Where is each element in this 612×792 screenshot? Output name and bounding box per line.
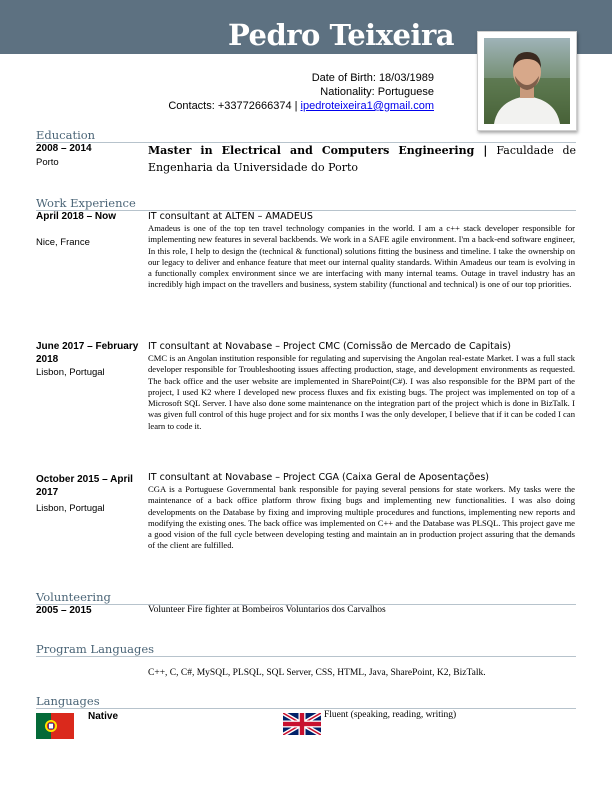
profile-photo <box>477 31 577 131</box>
education-degree <box>148 142 576 176</box>
programming-divider <box>36 656 576 657</box>
job-2-date: June 2017 – February 2018 <box>36 341 139 365</box>
programming-list: C++, C, C#, MySQL, PLSQL, SQL Server, CSS, HTML, Java, SharePoint, K2, BizTalk. <box>148 668 486 678</box>
work-heading: Work Experience <box>36 196 136 210</box>
job-2-title: IT consultant at Novabase – Project CMC (Comissão de Mercado de Capitais) <box>148 341 511 352</box>
job-3-place: Lisbon, Portugal <box>36 503 105 514</box>
degree-separator: | <box>474 144 497 157</box>
uk-flag-icon <box>283 713 321 735</box>
education-date: 2008 – 2014 <box>36 143 92 154</box>
job-1-title: IT consultant at ALTEN – AMADEUS <box>148 211 313 222</box>
portugal-flag-icon <box>36 713 74 739</box>
job-2-description: CMC is an Angolan institution responsible for regulating and supervising the Angolan real-estate Market. I was a full stack developer responsible for Troubleshooting issues affecting production, stage, and development environments as requested. The back office and the user website are implemented in SharePoint(C#). I was also responsible for the BPM part of the project, I used K2 where I developed new process fluxes and fix existing bugs. The project was implemented on top of a Microsoft SQL Server. I have also done some maintenance on the integration part of the project which is done in BizTalk. I was given full control of this huge project and for six months I was the only developer, I believe that if it can be coded I can learn to code it. <box>148 353 575 431</box>
volunteering-heading: Volunteering <box>36 590 111 604</box>
job-2-place: Lisbon, Portugal <box>36 367 105 378</box>
education-heading: Education <box>36 128 96 142</box>
volunteering-date: 2005 – 2015 <box>36 605 92 616</box>
portrait-image <box>484 38 570 124</box>
languages-divider <box>36 708 576 709</box>
job-3-title: IT consultant at Novabase – Project CGA (Caixa Geral de Aposentações) <box>148 472 489 483</box>
programming-heading: Program Languages <box>36 642 155 656</box>
school-name: Faculdade de Engenharia da Universidade do Porto <box>148 144 577 174</box>
job-3-date: October 2015 – April 2017 <box>36 474 133 498</box>
job-1-place: Nice, France <box>36 237 90 248</box>
degree-name: Master in Electrical and Computers Engineering <box>148 144 475 157</box>
job-1-date: April 2018 – Now <box>36 211 117 222</box>
date-of-birth: Date of Birth: 18/03/1989 <box>311 72 434 84</box>
phone-label: Contacts: +33772666374 | <box>168 100 301 112</box>
job-1-description: Amadeus is one of the top ten travel technology companies in the world. I am a c++ stack developer responsible for implementing new features in several backbends. We work in a SAFE agile environment. I'm a back-end software engineer, In this role, I help to design the (technical & functional) solutions fitting the business and timeline. I take the ownership on our legacy to deliver and enhance feature that meet our internal quality standards. Within Amadeus our team is evolving in a functionally complex environment since we are interfacing with many internal teams. Outage in travel industry has an incredibly high impact on the travellers and business, system stability (functional and technical) is one of our top priorities. <box>148 223 575 290</box>
volunteering-text: Volunteer Fire fighter at Bombeiros Voluntarios dos Carvalhos <box>148 605 386 615</box>
education-place: Porto <box>36 157 59 168</box>
job-3-description: CGA is a Portuguese Governmental bank responsible for paying several pensions for state workers. My tasks were the maintenance of a back office platform throw fixing bugs and implementing new functionalities. I was also doing developments on the Database by fixing and improving multiple procedures and functions, implementing new reports and modifying the existing ones. The back office was implemented on C++ and the Database was PLSQL. This project gave me a good vision of the full cycle between developing testing and maintain an in production project assuring that the demands of the client are fulfilled. <box>148 484 575 551</box>
contacts-line <box>168 100 434 112</box>
candidate-name: Pedro Teixeira <box>228 18 455 52</box>
nationality: Nationality: Portuguese <box>320 86 434 98</box>
english-level: Fluent (speaking, reading, writing) <box>324 710 457 720</box>
email-link[interactable]: ipedroteixeira1@gmail.com <box>300 100 434 112</box>
languages-heading: Languages <box>36 694 100 708</box>
portuguese-level: Native <box>88 711 119 722</box>
